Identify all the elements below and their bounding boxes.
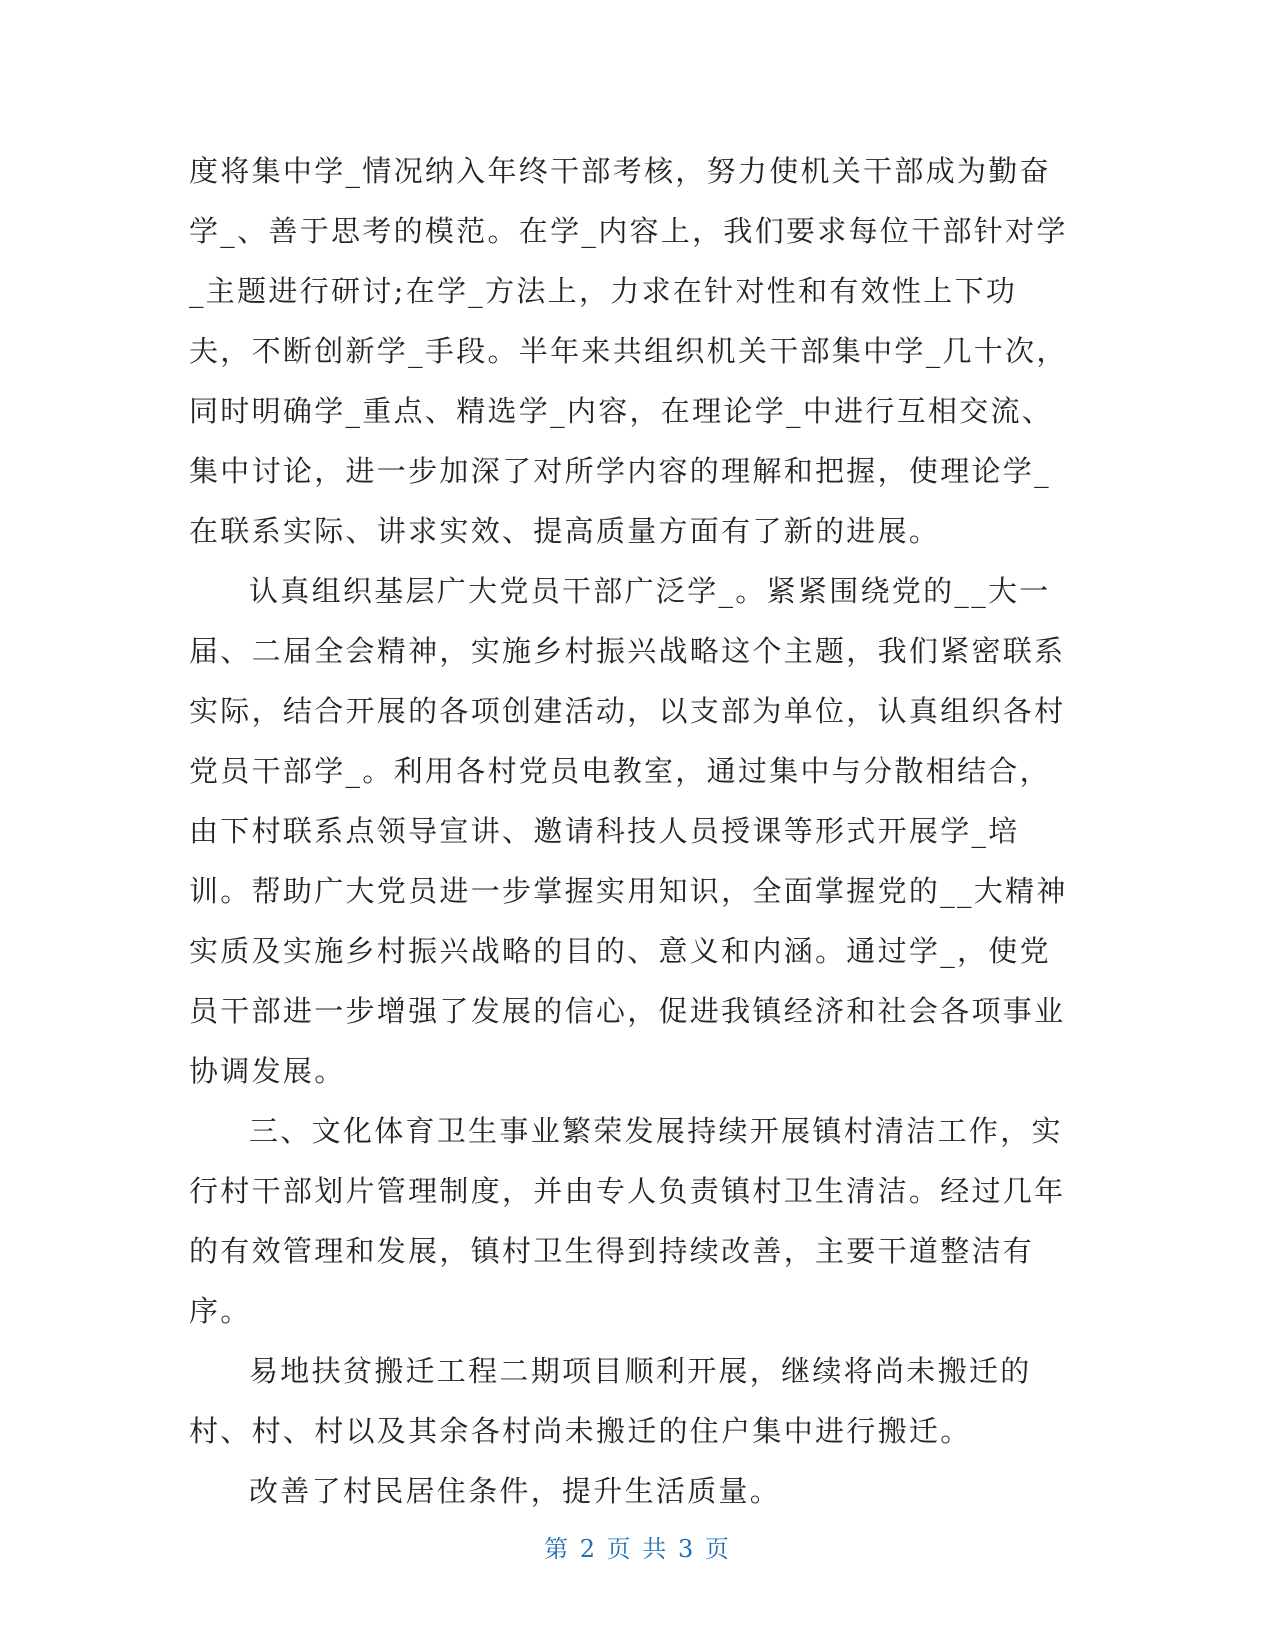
paragraph-2: 认真组织基层广大党员干部广泛学_。紧紧围绕党的__大一届、二届全会精神，实施乡村振兴战略这个主题，我们紧密联系实际，结合开展的各项创建活动，以支部为单位，认真组织各村党员干部学_。利用各村党员电教室，通过集中与分散相结合，由下村联系点领导宣讲、邀请科技人员授课等形式开展学_培训。帮助广大党员进一步掌握实用知识，全面掌握党的__大精神实质及实施乡村振兴战略的目的、意义和内涵。通过学_，使党员干部进一步增强了发展的信心，促进我镇经济和社会各项事业协调发展。	[189, 574, 1068, 1088]
paragraph-1: 度将集中学_情况纳入年终干部考核，努力使机关干部成为勤奋学_、善于思考的模范。在学_内容上，我们要求每位干部针对学_主题进行研讨;在学_方法上，力求在针对性和有效性上下功夫，不断创新学_手段。半年来共组织机关干部集中学_几十次，同时明确学_重点、精选学_内容，在理论学_中进行互相交流、集中讨论，进一步加深了对所学内容的理解和把握，使理论学_在联系实际、讲求实效、提高质量方面有了新的进展。	[189, 154, 1068, 548]
paragraph-3: 三、文化体育卫生事业繁荣发展持续开展镇村清洁工作，实行村干部划片管理制度，并由专人负责镇村卫生清洁。经过几年的有效管理和发展，镇村卫生得到持续改善，主要干道整洁有序。	[189, 1114, 1066, 1328]
page-number-footer: 第 2 页 共 3 页	[544, 1535, 731, 1563]
document-body	[189, 141, 1079, 1521]
paragraph-4: 易地扶贫搬迁工程二期项目顺利开展，继续将尚未搬迁的村、村、村以及其余各村尚未搬迁的住户集中进行搬迁。	[189, 1354, 1032, 1448]
paragraph-5: 改善了村民居住条件，提升生活质量。	[249, 1474, 782, 1508]
